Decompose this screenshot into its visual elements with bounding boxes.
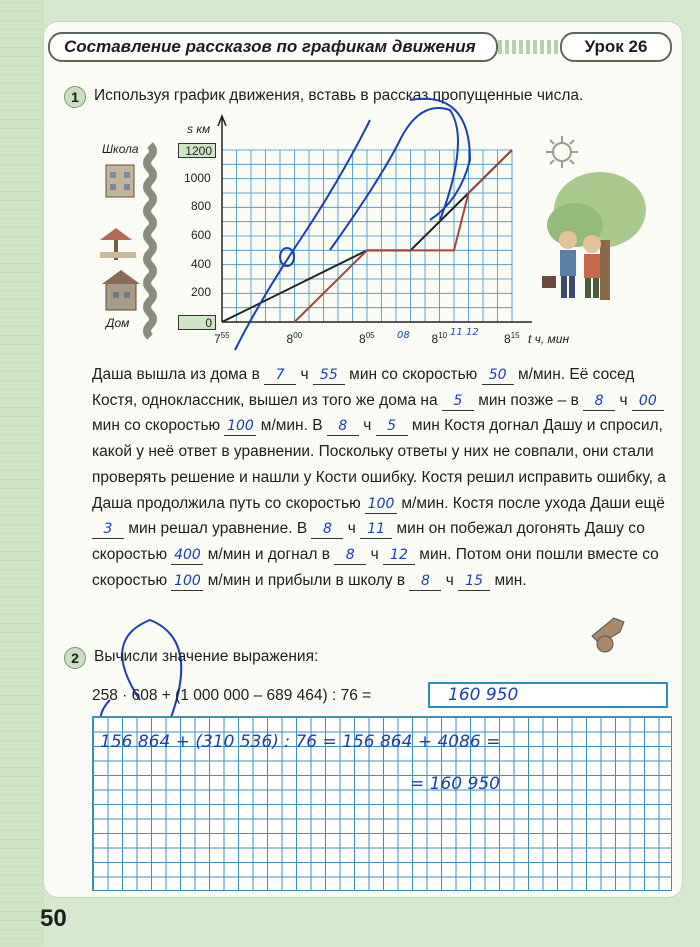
y-tick-label: 200 [191, 285, 212, 300]
story-blank[interactable]: 400 [171, 546, 203, 565]
story-blank[interactable]: 11 [360, 520, 392, 539]
story-blank[interactable]: 100 [365, 495, 397, 514]
x-tick-label: $8^{15}$ [504, 331, 520, 346]
guitar-doodle [592, 618, 624, 652]
y-axis-label: s км [187, 122, 211, 136]
handwritten-work: = 160 950 [410, 774, 500, 794]
story-blank[interactable]: 8 [311, 520, 343, 539]
task-instruction: Используя график движения, вставь в рассказ пропущенные числа. [94, 87, 584, 104]
story-blank[interactable]: 50 [482, 366, 514, 385]
answer-field[interactable]: 160 950 [428, 682, 668, 708]
school-icon [106, 165, 134, 197]
y-tick-label: 800 [191, 199, 212, 214]
x-tick-label: $8^{10}$ [431, 331, 448, 346]
task-number: 2 [64, 647, 86, 669]
story-blank[interactable]: 8 [409, 572, 441, 591]
story-blank[interactable]: 7 [264, 366, 296, 385]
story-blank[interactable]: 100 [224, 417, 256, 436]
y-tick-boxed-top: 1200 [178, 143, 216, 158]
lesson-badge: Урок 26 [560, 32, 672, 62]
task-instruction: Вычисли значение выражения: [94, 648, 319, 665]
y-tick-label: 400 [191, 256, 212, 271]
story-blank[interactable]: 8 [583, 392, 615, 411]
road-strip [147, 145, 153, 337]
y-tick-boxed-bottom: 0 [178, 315, 216, 330]
story-blank[interactable]: 55 [313, 366, 345, 385]
y-tick-label: 1000 [184, 170, 211, 185]
x-axis-label: t ч, мин [528, 332, 570, 346]
story-blank[interactable]: 3 [92, 520, 124, 539]
place-label-school: Школа [102, 142, 139, 156]
task-number: 1 [64, 86, 86, 108]
sun-icon [546, 136, 578, 168]
y-tick-label: 600 [191, 228, 212, 242]
playground-icon [100, 228, 136, 260]
story-blank[interactable]: 5 [376, 417, 408, 436]
page-number: 50 [40, 905, 67, 932]
place-label-home: Дом [106, 316, 130, 330]
handwritten-work: 156 864 + (310 536) : 76 = 156 864 + 4086 = [100, 732, 501, 752]
children-illustration [542, 172, 646, 300]
story-blank[interactable]: 12 [383, 546, 415, 565]
x-tick-label: $8^{00}$ [286, 331, 303, 346]
story-blank[interactable]: 100 [171, 572, 203, 591]
story-text: Даша вышла из дома в 7 ч 55 мин со скоростью 50 м/мин. Её сосед Костя, одноклассник, вышел из того же дома на 5 мин позже – в 8 ч 00 мин со скоростью 100 м/мин. В 8 ч 5 мин Костя догнал Дашу и спросил, какой у неё ответ в уравнении. Поскольку ответы у них не совпали, они стали проверять решение и нашли у Кости ошибку. Костя решил исправить ошибку, а Даша продолжила путь со скоростью 100 м/мин. Костя после ухода Даши ещё 3 мин решал уравнение. В 8 ч 11 мин он побежал догонять Дашу со скоростью 400 м/мин и догнал в 8 ч 12 мин. Потом они пошли вместе со скоростью 100 м/мин и прибыли в школу в 8 ч 15 мин. [92, 366, 666, 589]
x-tick-label: $8^{05}$ [359, 331, 375, 346]
story-blank[interactable]: 00 [632, 392, 664, 411]
math-expression: 258 · 608 + (1 000 000 – 689 464) : 76 = [92, 687, 372, 704]
story-blank[interactable]: 8 [327, 417, 359, 436]
story-blank[interactable]: 15 [458, 572, 490, 591]
house-icon [102, 270, 140, 310]
page-title: Составление рассказов по графикам движения [48, 32, 498, 62]
story-blank[interactable]: 8 [334, 546, 366, 565]
graph-note: 12 [466, 327, 479, 338]
graph-note: 08 [397, 330, 410, 341]
story-blank[interactable]: 5 [442, 392, 474, 411]
x-tick-label: $7^{55}$ [214, 331, 230, 346]
graph-note: 11 [450, 327, 463, 338]
